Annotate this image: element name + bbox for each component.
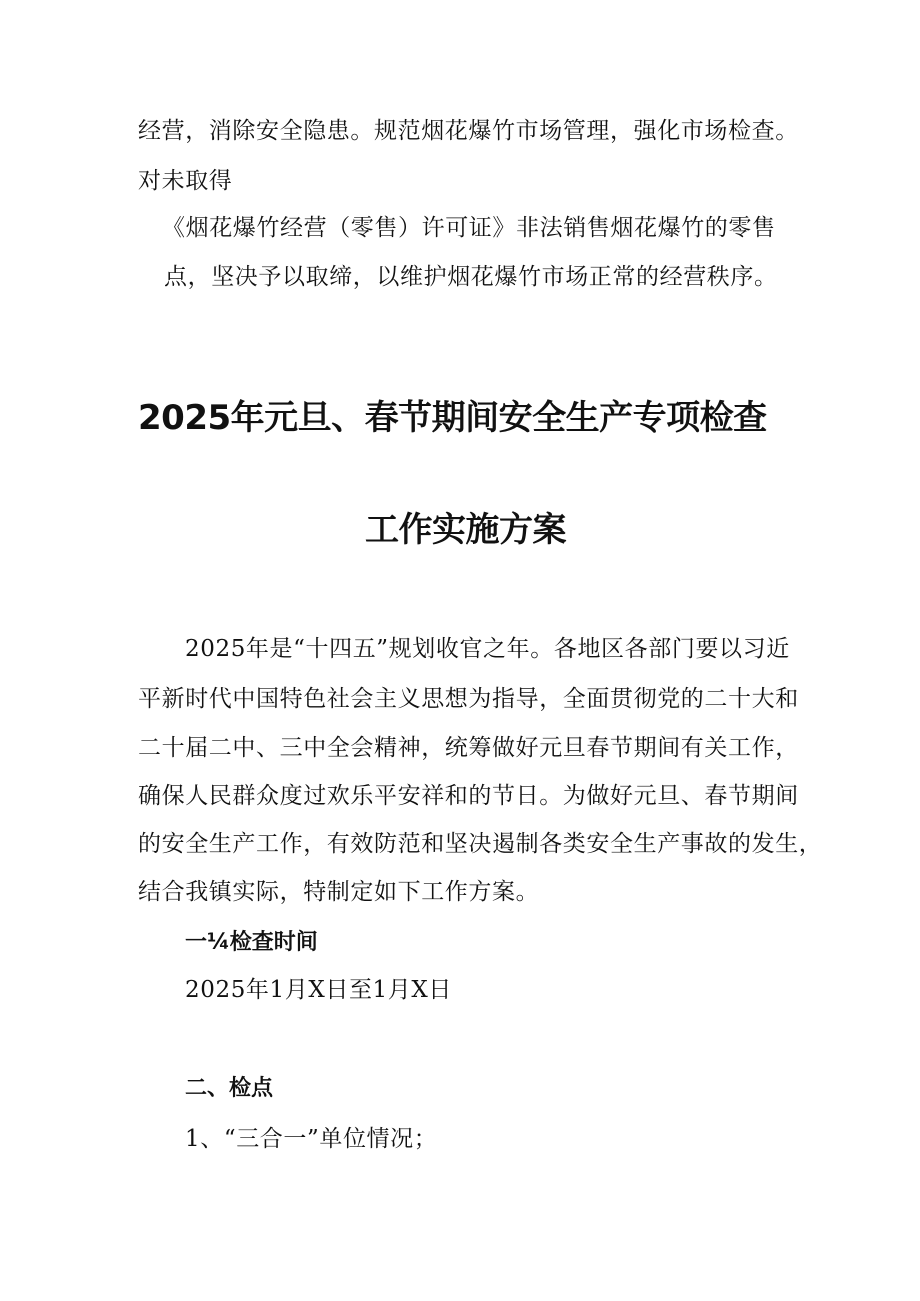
intro-paragraph-line: 结合我镇实际，特制定如下工作方案。 <box>138 879 540 905</box>
section2-item: 1、“三合一”单位情况； <box>185 1126 438 1152</box>
section1-text: 2025年1月X日至1月X日 <box>185 977 452 1003</box>
section1-heading: 一¼检查时间 <box>185 930 318 955</box>
intro-paragraph-line: 的安全生产工作，有效防范和坚决遏制各类安全生产事故的发生， <box>138 831 823 857</box>
intro-paragraph-line: 2025年是“十四五”规划收官之年。各地区各部门要以习近 <box>185 636 790 662</box>
intro-paragraph-line: 二十届二中、三中全会精神，统筹做好元旦春节期间有关工作， <box>138 735 799 761</box>
continuation-line: 经营，消除安全隐患。规范烟花爆竹市场管理，强化市场检查。 <box>138 118 799 144</box>
document-title-line1: 2025年元旦、春节期间安全生产专项检查 <box>138 398 767 438</box>
intro-paragraph-line: 平新时代中国特色社会主义思想为指导，全面贯彻党的二十大和 <box>138 686 799 712</box>
continuation-line: 《烟花爆竹经营（零售）许可证》非法销售烟花爆竹的零售 <box>162 215 776 241</box>
intro-paragraph-line: 确保人民群众度过欢乐平安祥和的节日。为做好元旦、春节期间 <box>138 783 799 809</box>
document-title-line2: 工作实施方案 <box>365 510 566 550</box>
continuation-line: 对未取得 <box>138 168 233 194</box>
section2-heading: 二、检点 <box>185 1076 274 1101</box>
continuation-line: 点，坚决予以取缔，以维护烟花爆竹市场正常的经营秩序。 <box>164 264 778 290</box>
